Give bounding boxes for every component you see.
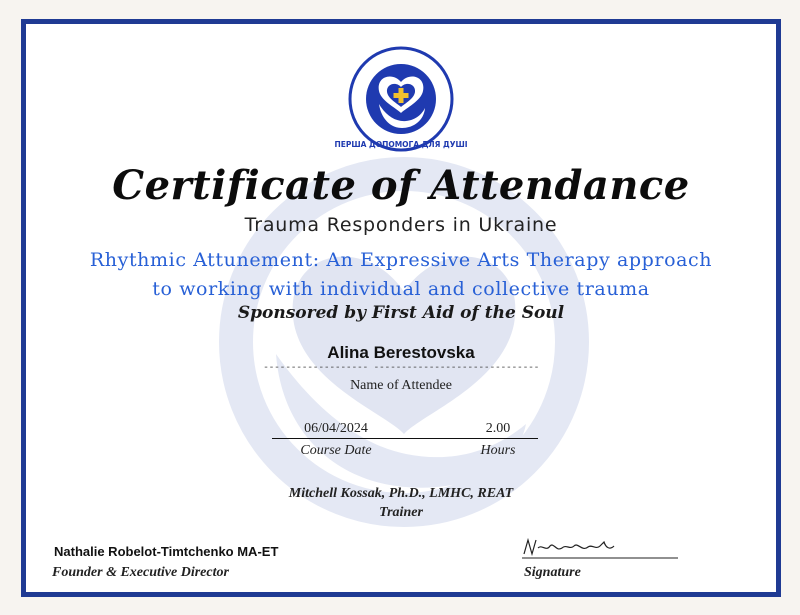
attendee-label: Name of Attendee	[350, 378, 452, 393]
course-date-value: 06/04/2024	[304, 421, 368, 436]
course-title	[26, 246, 776, 304]
signature-label: Signature	[524, 565, 581, 580]
founder-name: Nathalie Robelot-Timtchenko MA-ET	[54, 544, 279, 559]
trainer-label: Trainer	[379, 505, 423, 520]
course-date-hours-rule	[272, 438, 538, 439]
hours-value: 2.00	[485, 421, 511, 436]
course-title-line-1: Rhythmic Attunement: An Expressive Arts Therapy approach	[89, 249, 713, 271]
sponsor-line: Sponsored by First Aid of the Soul	[237, 303, 565, 323]
attendee-underline: ------------------- ------------------------------	[262, 362, 540, 373]
organization-logo	[334, 44, 468, 154]
trainer-name: Mitchell Kossak, Ph.D., LMHC, REAT	[288, 486, 514, 501]
logo-ring-text: ПЕРША ДОПОМОГА ДЛЯ ДУШІ	[334, 140, 468, 149]
course-title-line-2: to working with individual and collective trauma	[152, 278, 650, 300]
certificate-title: Certificate of Attendance	[112, 162, 690, 209]
certificate-frame	[21, 19, 781, 597]
attendee-name: Alina Berestovska	[327, 343, 475, 362]
handwritten-signature	[522, 534, 682, 560]
founder-title: Founder & Executive Director	[52, 565, 229, 580]
course-date-label: Course Date	[300, 443, 372, 458]
certificate-subtitle: Trauma Responders in Ukraine	[244, 214, 558, 236]
hours-label: Hours	[480, 443, 516, 458]
